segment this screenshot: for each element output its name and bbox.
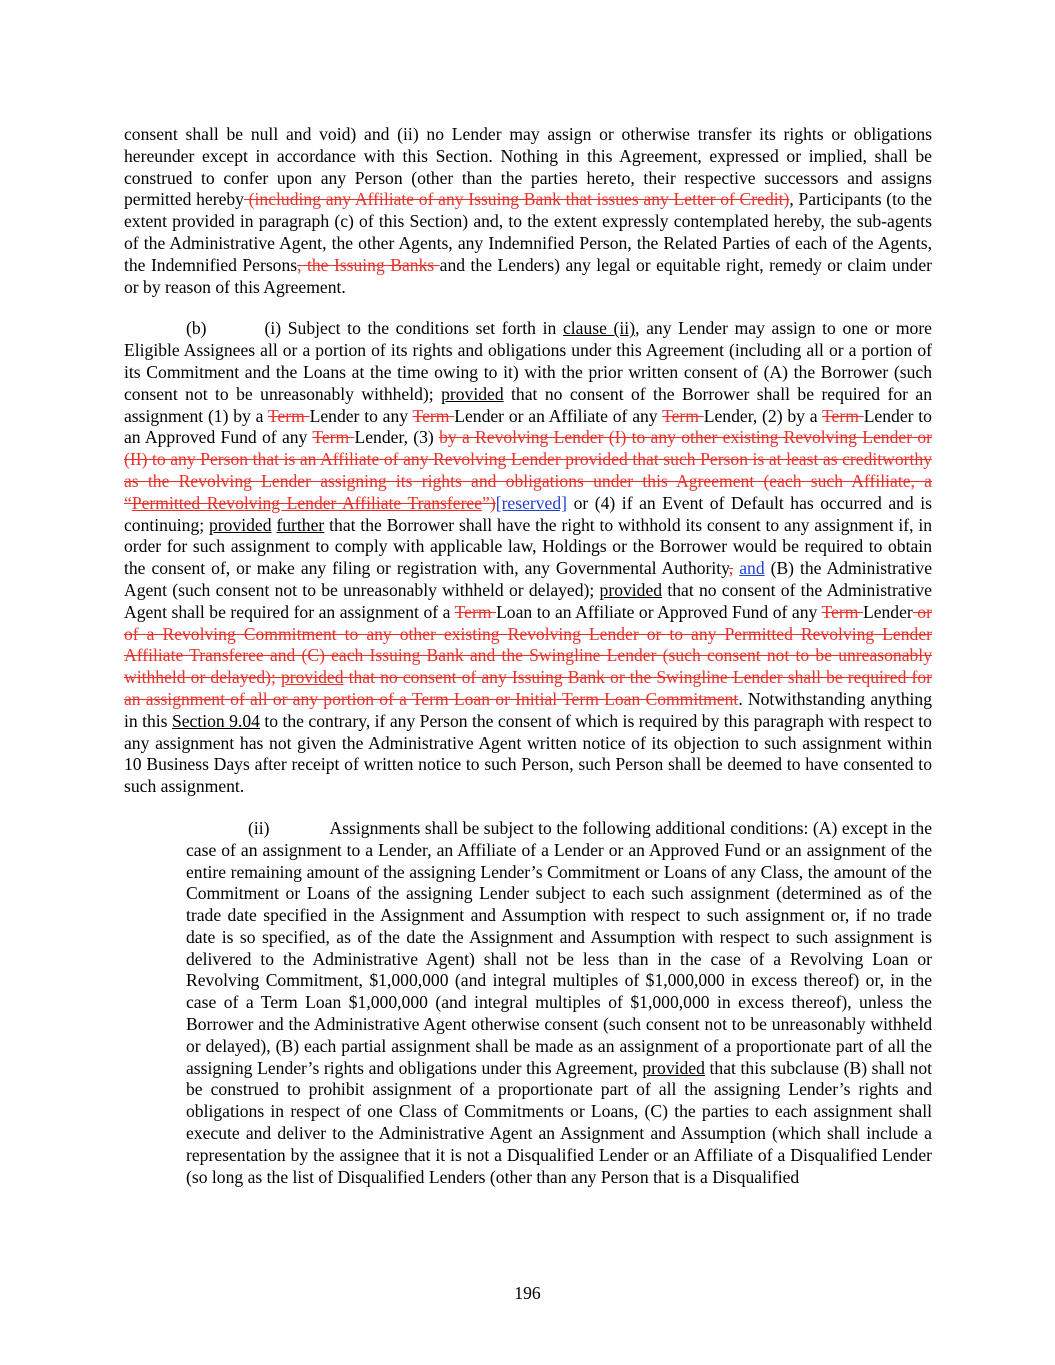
underlined-text: provided xyxy=(599,579,663,600)
underlined-text: clause (ii) xyxy=(562,318,636,339)
underlined-text: provided xyxy=(209,514,272,535)
underlined-text: provided xyxy=(642,1057,705,1078)
deleted-underlined-text: Permitted Revolving Lender Affiliate Transferee xyxy=(131,492,483,513)
deleted-text: , the Issuing Banks xyxy=(297,254,440,275)
text-run: Lender to any xyxy=(309,405,413,426)
page-number: 196 xyxy=(514,1283,541,1303)
paragraph-b xyxy=(124,318,932,798)
underlined-text: Section 9.04 xyxy=(171,710,260,731)
text-run: . Notwithstanding anything in this xyxy=(124,688,932,731)
text-run: that no consent of the Borrower shall be required for an assignment (1) by a xyxy=(124,383,932,426)
deleted-text: or of a Revolving Commitment to any other existing Revolving Lender or to any Permitted Revolving Lender Affiliate Transferee and (C) each Issuing Bank and the Swingline Lender (such consent not to be unreasonably withheld or delayed); xyxy=(124,601,932,688)
deleted-text: that no consent of any Issuing Bank or the Swingline Lender shall be required for an assignment of all or any portion of a Term Loan or Initial Term Loan Commitment xyxy=(124,667,932,709)
paragraph-continuation xyxy=(124,124,932,298)
text-run: to the contrary, if any Person the consent of which is required by this paragraph with respect to any assignment has not given the Administrative Agent written notice of its objection to such assignment within 10 Business Days after receipt of written notice to such Person, such Person shall be deemed to have consented to such assignment. xyxy=(124,710,932,797)
deleted-text: by a Revolving Lender (I) to any other existing Revolving Lender or (II) to any Person that is an Affiliate of any Revolving Lender provided that such Person is at least as creditworthy as the Revolving Lender assigning its rights and obligations under this Agreement (each such Affiliate, a “ xyxy=(124,427,932,513)
underlined-text: provided xyxy=(441,383,504,404)
inserted-text: and xyxy=(739,558,765,579)
deleted-text: (including any Affiliate of any Issuing Bank that issues any Letter of Credit) xyxy=(243,189,790,210)
underlined-text: further xyxy=(276,514,325,535)
text-run: Loan to an Affiliate or Approved Fund of any xyxy=(496,601,822,622)
text-run: (i) Subject to the conditions set forth in xyxy=(264,318,563,339)
deleted-text: Term xyxy=(412,405,455,426)
text-run: Lender or an Affiliate of any xyxy=(454,405,663,426)
deleted-text: Term xyxy=(662,405,704,426)
deleted-text: Term xyxy=(822,405,864,426)
text-run: consent shall be null and void) and (ii) no Lender may assign or otherwise transfer its rights or obligations hereunder except in accordance with this Section. Nothing in this Agreement, expressed or implied, shall be construed to confer upon any Person (other than the parties hereto, their respective successors and assigns permitted hereby xyxy=(124,124,932,210)
text-run: (ii) xyxy=(248,817,270,838)
text-run: (B) the Administrative Agent (such consent not to be unreasonably withheld or delayed); xyxy=(124,558,933,600)
inserted-text: [reserved] xyxy=(495,492,568,513)
text-run: that the Borrower shall have the right to withhold its consent to any assignment if, in order for such assignment to comply with applicable law, Holdings or the Borrower would be required to obtain the consent of, or make any filing or registration with, any Governmental Authority xyxy=(124,514,932,579)
text-run: Lender, (2) by a xyxy=(703,405,823,426)
deleted-text: Term xyxy=(454,601,497,622)
paragraph-b-ii xyxy=(186,818,932,1189)
text-run: (b) xyxy=(186,318,207,339)
text-run: , any Lender may assign to one or more Eligible Assignees all or a portion of its rights and obligations under this Agreement (including all or a portion of its Commitment and the Loans at the time owing to it) with the prior written consent of (A) the Borrower (such consent not to be unreasonably withheld); xyxy=(124,318,932,404)
deleted-text: Term xyxy=(821,601,863,622)
text-run: or (4) if an Event of Default has occurred and is continuing; xyxy=(124,492,932,535)
text-run: Assignments shall be subject to the following additional conditions: (A) except in the case of an assignment to a Lender, an Affiliate of a Lender or an Approved Fund or an assignment of the entire remaining amount of the assigning Lender’s Commitment or Loans of any Class, the amount of the Commitment or Loans of the assigning Lender subject to each such assignment (determined as of the trade date specified in the Assignment and Assumption with respect to such assignment or, if no trade date is so specified, as of the date the Assignment and Assumption with respect to such assignment is delivered to the Administrative Agent) shall not be less than in the case of a Revolving Loan or Revolving Commitment, $1,000,000 (and integral multiples of $1,000,000 in excess thereof) or, in the case of a Term Loan $1,000,000 (and integral multiples of $1,000,000 in excess thereof), unless the Borrower and the Administrative Agent otherwise consent (such consent not to be unreasonably withheld or delayed), (B) each partial assignment shall be made as an assignment of a proportionate part of all the assigning Lender’s rights and obligations under this Agreement, xyxy=(186,817,932,1078)
document-page xyxy=(124,124,932,1188)
deleted-text: Term xyxy=(312,427,355,448)
text-run: that this subclause (B) shall not be construed to prohibit assignment of a proportionate part of all the assigning Lender’s rights and obligations in respect of one Class of Commitments or Loans, (C) the parties to each assignment shall execute and deliver to the Administrative Agent an Assignment and Assumption (which shall include a representation by the assignee that it is not a Disqualified Lender or an Affiliate of a Disqualified Lender (so long as the list of Disqualified Lenders (other than any Person that is a Disqualified xyxy=(186,1057,933,1187)
deleted-text: ”) xyxy=(482,492,496,513)
text-run: and the Lenders) any legal or equitable right, remedy or claim under or by reason of this Agreement. xyxy=(124,254,932,297)
text-run: Lender xyxy=(862,601,913,622)
text-run: Lender to an Approved Fund of any xyxy=(124,405,932,448)
text-run: , Participants (to the extent provided in paragraph (c) of this Section) and, to the extent expressly contemplated hereby, the sub-agents of the Administrative Agent, the other Agents, any Indemnified Person, the Related Parties of each of the Agents, the Indemnified Persons xyxy=(124,189,932,275)
deleted-underlined-text: provided xyxy=(280,667,344,688)
text-run: Lender, (3) xyxy=(354,427,440,448)
deleted-text: Term xyxy=(267,405,310,426)
text-run: that no consent of the Administrative Agent shall be required for an assignment of a xyxy=(124,579,932,622)
deleted-text: , xyxy=(728,558,734,579)
